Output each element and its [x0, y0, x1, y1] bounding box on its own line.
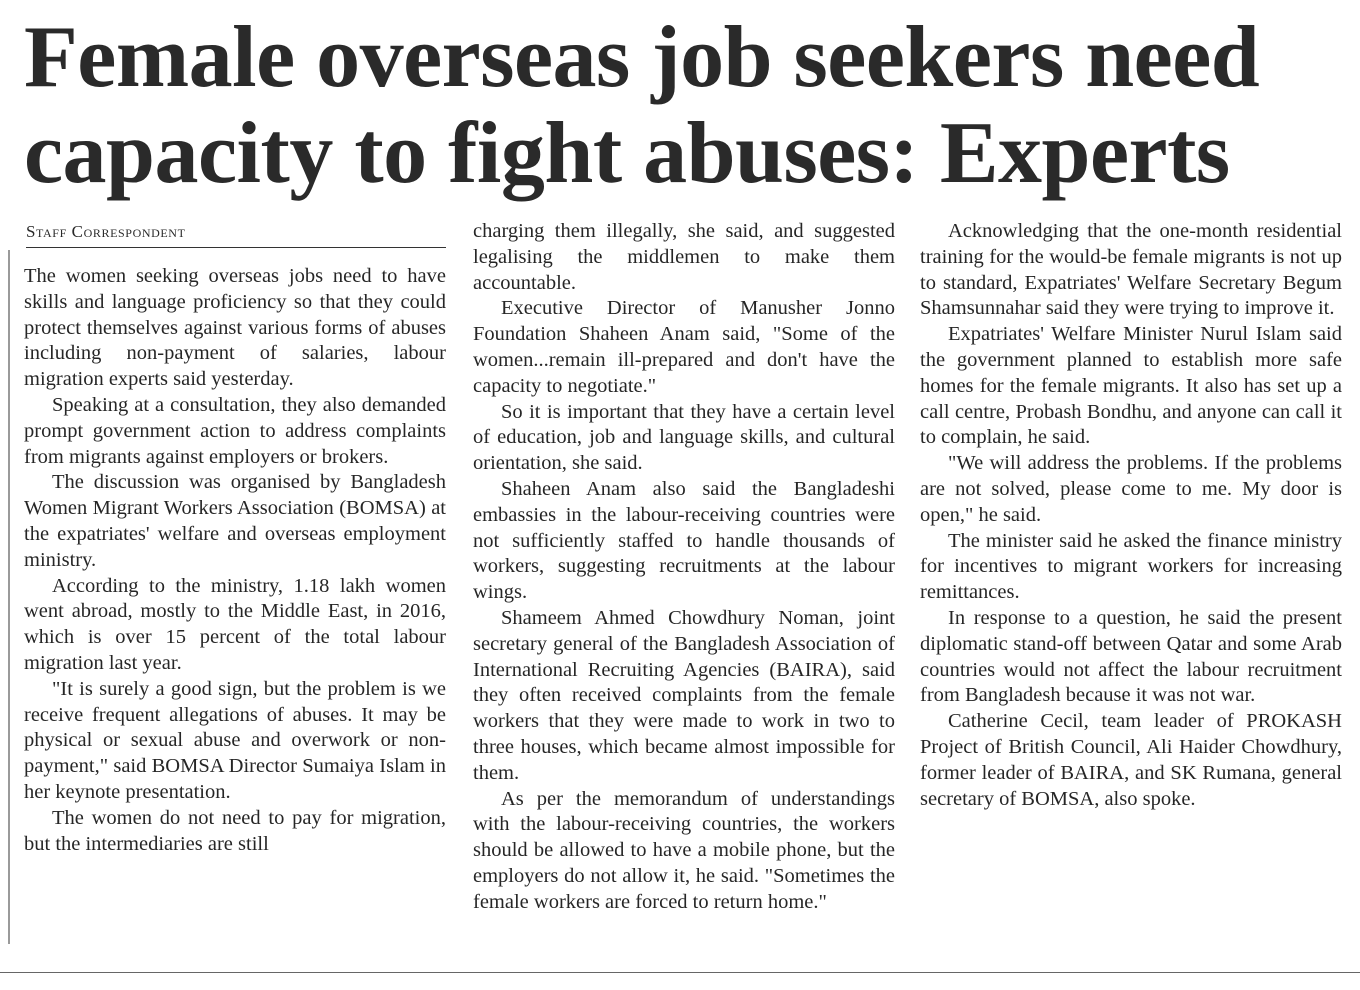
paragraph: According to the ministry, 1.18 lakh women went abroad, mostly to the Middle East, in 2016, which is over 15 percent of the total labour migration last year.	[24, 574, 446, 674]
paragraph: So it is important that they have a certain level of education, job and language skills, and cultural orientation, she said.	[473, 400, 895, 475]
paragraph: The women seeking overseas jobs need to have skills and language proficiency so that they could protect themselves against various forms of abuses including non-payment of salaries, labour migration experts said yesterday.	[24, 265, 446, 391]
paragraph: In response to a question, he said the present diplomatic stand-off between Qatar and some Arab countries would not affect the labour recruitment from Bangladesh because it was not war.	[920, 606, 1342, 707]
paragraph: charging them illegally, she said, and suggested legalising the middlemen to make them accountable.	[473, 220, 895, 294]
paragraph: Acknowledging that the one-month residential training for the would-be female migrants is not up to standard, Expatriates' Welfare Secretary Begum Shamsunnahar said they were trying to improve it.	[920, 220, 1342, 320]
paragraph: The women do not need to pay for migration, but the intermediaries are still	[24, 806, 446, 855]
paragraph: Executive Director of Manusher Jonno Foundation Shaheen Anam said, "Some of the women...remain ill-prepared and don't have the capacity to negotiate."	[473, 297, 895, 397]
paragraph: As per the memorandum of understandings with the labour-receiving countries, the workers should be allowed to have a mobile phone, but the employers do not allow it, he said. "Sometimes the female workers are forced to return home."	[473, 787, 895, 913]
paragraph: "We will address the problems. If the problems are not solved, please come to me. My door is open," he said.	[920, 452, 1342, 526]
headline-line-1: Female overseas job seekers need	[24, 9, 1260, 106]
byline-rule	[26, 247, 446, 248]
byline: Staff Correspondent	[26, 222, 186, 241]
left-margin-rule	[8, 250, 10, 944]
paragraph: "It is surely a good sign, but the problem is we receive frequent allegations of abuses. It may be physical or sexual abuse and overwork or non-payment," said BOMSA Director Sumaiya Islam in her keynote presentation.	[24, 677, 446, 803]
paragraph: The discussion was organised by Bangladesh Women Migrant Workers Association (BOMSA) at the expatriates' welfare and overseas employment ministry.	[24, 471, 446, 571]
article-column-1	[24, 264, 446, 857]
paragraph: Speaking at a consultation, they also demanded prompt government action to address complaints from migrants against employers or brokers.	[24, 393, 446, 468]
paragraph: Expatriates' Welfare Minister Nurul Islam said the government planned to establish more safe homes for the female migrants. It also has set up a call centre, Probash Bondhu, and anyone can call it to complain, he said.	[920, 323, 1342, 449]
paragraph: Shaheen Anam also said the Bangladeshi embassies in the labour-receiving countries were not sufficiently staffed to handle thousands of workers, suggesting recruitments at the labour wings.	[473, 477, 895, 604]
bottom-rule	[0, 972, 1360, 973]
paragraph: Shameem Ahmed Chowdhury Noman, joint secretary general of the Bangladesh Association of International Recruiting Agencies (BAIRA), said they often received complaints from the female workers that they were made to work in two to three houses, which became almost impossible for them.	[473, 606, 895, 784]
article-column-3	[920, 219, 1342, 812]
article-column-2	[473, 219, 895, 916]
paragraph: Catherine Cecil, team leader of PROKASH Project of British Council, Ali Haider Chowdhury, former leader of BAIRA, and SK Rumana, general secretary of BOMSA, also spoke.	[920, 710, 1342, 810]
paragraph: The minister said he asked the finance ministry for incentives to migrant workers for increasing remittances.	[920, 529, 1342, 604]
headline	[24, 10, 1354, 202]
headline-line-2: capacity to fight abuses: Experts	[24, 105, 1230, 202]
